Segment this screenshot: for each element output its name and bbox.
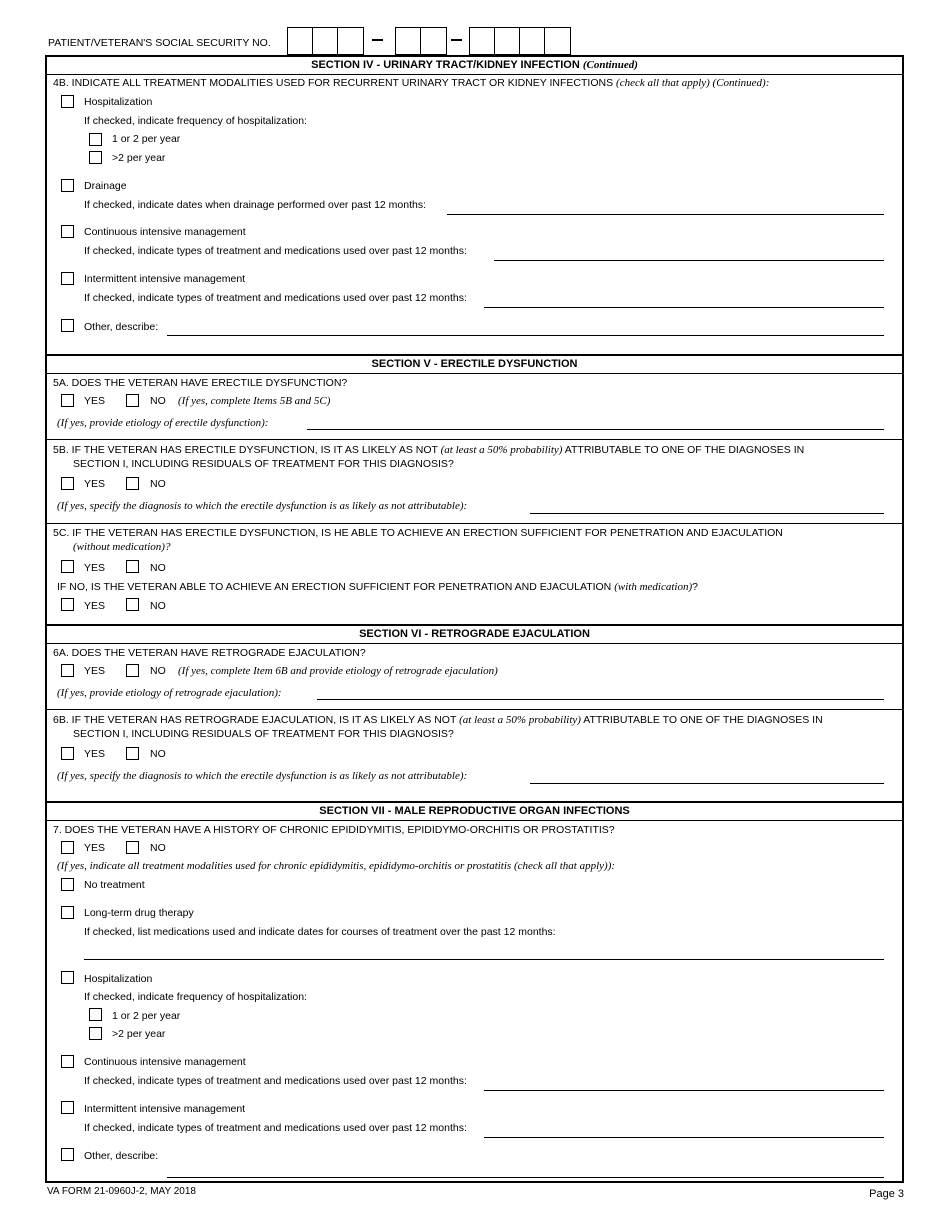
question-5c-medication: IF NO, IS THE VETERAN ABLE TO ACHIEVE AN ERECTION SUFFICIENT FOR PENETRATION AND EJACULATION (with medication)? [57, 581, 698, 593]
label-7-intermittent-types: If checked, indicate types of treatment and medications used over past 12 months: [84, 1122, 467, 1134]
label-7-continuous: Continuous intensive management [84, 1056, 246, 1068]
label-freq-1-2: 1 or 2 per year [112, 133, 181, 145]
checkbox-drainage[interactable] [61, 179, 74, 192]
other-describe-line[interactable] [167, 335, 884, 336]
label-long-term-list: If checked, list medications used and indicate dates for courses of treatment over the past 12 months: [84, 926, 556, 938]
7-continuous-types-line[interactable] [484, 1090, 884, 1091]
continuous-types-line[interactable] [494, 260, 884, 261]
checkbox-5b-no[interactable] [126, 477, 139, 490]
checkbox-freq-more-2[interactable] [89, 151, 102, 164]
label-long-term-drug: Long-term drug therapy [84, 907, 194, 919]
label-other: Other, describe: [84, 321, 159, 333]
note-6a: (If yes, complete Item 6B and provide etiology of retrograde ejaculation) [178, 665, 498, 677]
question-7: 7. DOES THE VETERAN HAVE A HISTORY OF CHRONIC EPIDIDYMITIS, EPIDIDYMO-ORCHITIS OR PROSTATITIS? [53, 824, 615, 836]
checkbox-continuous-management[interactable] [61, 225, 74, 238]
checkbox-7-freq-more-2[interactable] [89, 1027, 102, 1040]
label-freq-more-2: >2 per year [112, 152, 166, 164]
checkbox-7-freq-1-2[interactable] [89, 1008, 102, 1021]
question-6b-cont: SECTION I, INCLUDING RESIDUALS OF TREATMENT FOR THIS DIAGNOSIS? [73, 728, 454, 740]
label-continuous-types: If checked, indicate types of treatment and medications used over past 12 months: [84, 245, 467, 257]
checkbox-6b-no[interactable] [126, 747, 139, 760]
label-6b-specify: (If yes, specify the diagnosis to which the erectile dysfunction is as likely as not attributable): [57, 770, 468, 782]
question-5c-cont: (without medication)? [73, 541, 171, 553]
ssn-field-part3[interactable] [469, 27, 571, 55]
specify-ed-line[interactable] [530, 513, 884, 514]
ssn-label: PATIENT/VETERAN'S SOCIAL SECURITY NO. [48, 37, 271, 49]
label-6b-no: NO [150, 748, 166, 760]
label-6a-etiology: (If yes, provide etiology of retrograde ejaculation): [57, 687, 282, 699]
checkbox-7-continuous[interactable] [61, 1055, 74, 1068]
checkbox-no-treatment[interactable] [61, 878, 74, 891]
checkbox-hospitalization[interactable] [61, 95, 74, 108]
section-iv-header: SECTION IV - URINARY TRACT/KIDNEY INFECTION (Continued) [311, 59, 638, 71]
label-7-freq-more-2: >2 per year [112, 1028, 166, 1040]
etiology-re-line[interactable] [317, 699, 884, 700]
label-no-treatment: No treatment [84, 879, 145, 891]
specify-re-line[interactable] [530, 783, 884, 784]
checkbox-6a-no[interactable] [126, 664, 139, 677]
checkbox-5b-yes[interactable] [61, 477, 74, 490]
ssn-field-part2[interactable] [395, 27, 447, 55]
checkbox-5c-yes[interactable] [61, 560, 74, 573]
checkbox-intermittent-management[interactable] [61, 272, 74, 285]
section-vii-header: SECTION VII - MALE REPRODUCTIVE ORGAN INFECTIONS [319, 805, 630, 817]
label-7-hospitalization: Hospitalization [84, 973, 153, 985]
checkbox-7-intermittent[interactable] [61, 1101, 74, 1114]
checkbox-7-yes[interactable] [61, 841, 74, 854]
question-4b: 4B. INDICATE ALL TREATMENT MODALITIES USED FOR RECURRENT URINARY TRACT OR KIDNEY INFECTIONS (check all that apply) (Continued): [53, 77, 770, 89]
form-body [45, 55, 904, 1183]
ssn-dash [451, 39, 462, 41]
checkbox-7-no[interactable] [126, 841, 139, 854]
checkbox-5c-no[interactable] [126, 560, 139, 573]
section-vi-header: SECTION VI - RETROGRADE EJACULATION [359, 628, 590, 640]
checkbox-7-hospitalization[interactable] [61, 971, 74, 984]
checkbox-5a-yes[interactable] [61, 394, 74, 407]
checkbox-long-term-drug[interactable] [61, 906, 74, 919]
label-7-freq-1-2: 1 or 2 per year [112, 1010, 181, 1022]
label-6a-yes: YES [84, 665, 106, 677]
label-6a-no: NO [150, 665, 166, 677]
label-5c-no: NO [150, 562, 166, 574]
label-5c-yes: YES [84, 562, 106, 574]
drainage-dates-line[interactable] [447, 214, 884, 215]
label-5a-yes: YES [84, 395, 106, 407]
ssn-dash [372, 39, 383, 41]
label-drainage-dates: If checked, indicate dates when drainage performed over past 12 months: [84, 199, 427, 211]
question-6b: 6B. IF THE VETERAN HAS RETROGRADE EJACULATION, IS IT AS LIKELY AS NOT (at least a 50% probability) ATTRIBUTABLE TO ONE OF THE DIAGNOSES IN [53, 714, 823, 726]
checkbox-7-other[interactable] [61, 1148, 74, 1161]
ssn-field-part1[interactable] [287, 27, 364, 55]
checkbox-other[interactable] [61, 319, 74, 332]
question-5b: 5B. IF THE VETERAN HAS ERECTILE DYSFUNCTION, IS IT AS LIKELY AS NOT (at least a 50% probability) ATTRIBUTABLE TO ONE OF THE DIAGNOSES IN [53, 444, 805, 456]
question-5a: 5A. DOES THE VETERAN HAVE ERECTILE DYSFUNCTION? [53, 377, 348, 389]
label-hosp-frequency: If checked, indicate frequency of hospitalization: [84, 115, 307, 127]
label-7-other: Other, describe: [84, 1150, 159, 1162]
checkbox-6b-yes[interactable] [61, 747, 74, 760]
page-number: Page 3 [869, 1188, 904, 1200]
question-6a: 6A. DOES THE VETERAN HAVE RETROGRADE EJACULATION? [53, 647, 366, 659]
checkbox-6a-yes[interactable] [61, 664, 74, 677]
label-5a-no: NO [150, 395, 166, 407]
label-5a-etiology: (If yes, provide etiology of erectile dysfunction): [57, 417, 269, 429]
checkbox-5c-med-no[interactable] [126, 598, 139, 611]
7-other-describe-line[interactable] [167, 1177, 884, 1178]
label-5c-med-no: NO [150, 600, 166, 612]
label-7-hosp-frequency: If checked, indicate frequency of hospitalization: [84, 991, 307, 1003]
checkbox-5a-no[interactable] [126, 394, 139, 407]
label-5c-med-yes: YES [84, 600, 106, 612]
question-5b-cont: SECTION I, INCLUDING RESIDUALS OF TREATMENT FOR THIS DIAGNOSIS? [73, 458, 454, 470]
question-5c: 5C. IF THE VETERAN HAS ERECTILE DYSFUNCTION, IS HE ABLE TO ACHIEVE AN ERECTION SUFFICIENT FOR PENETRATION AND EJACULATION [53, 527, 783, 539]
label-6b-yes: YES [84, 748, 106, 760]
label-5b-yes: YES [84, 478, 106, 490]
label-7-yes: YES [84, 842, 106, 854]
label-5b-specify: (If yes, specify the diagnosis to which the erectile dysfunction is as likely as not attributable): [57, 500, 468, 512]
section-v-header: SECTION V - ERECTILE DYSFUNCTION [371, 358, 578, 370]
etiology-ed-line[interactable] [307, 429, 884, 430]
label-drainage: Drainage [84, 180, 127, 192]
label-intermittent-management: Intermittent intensive management [84, 273, 246, 285]
label-5b-no: NO [150, 478, 166, 490]
checkbox-freq-1-2[interactable] [89, 133, 102, 146]
intermittent-types-line[interactable] [484, 307, 884, 308]
label-hospitalization: Hospitalization [84, 96, 153, 108]
label-7-no: NO [150, 842, 166, 854]
long-term-medications-line[interactable] [84, 959, 884, 960]
note-7: (If yes, indicate all treatment modalities used for chronic epididymitis, epididymo-orchitis or prostatitis (check all that apply)): [57, 860, 616, 872]
checkbox-5c-med-yes[interactable] [61, 598, 74, 611]
form-id: VA FORM 21-0960J-2, MAY 2018 [47, 1186, 196, 1197]
label-intermittent-types: If checked, indicate types of treatment and medications used over past 12 months: [84, 292, 467, 304]
note-5a: (If yes, complete Items 5B and 5C) [178, 395, 331, 407]
label-continuous-management: Continuous intensive management [84, 226, 246, 238]
7-intermittent-types-line[interactable] [484, 1137, 884, 1138]
label-7-intermittent: Intermittent intensive management [84, 1103, 246, 1115]
label-7-continuous-types: If checked, indicate types of treatment and medications used over past 12 months: [84, 1075, 467, 1087]
